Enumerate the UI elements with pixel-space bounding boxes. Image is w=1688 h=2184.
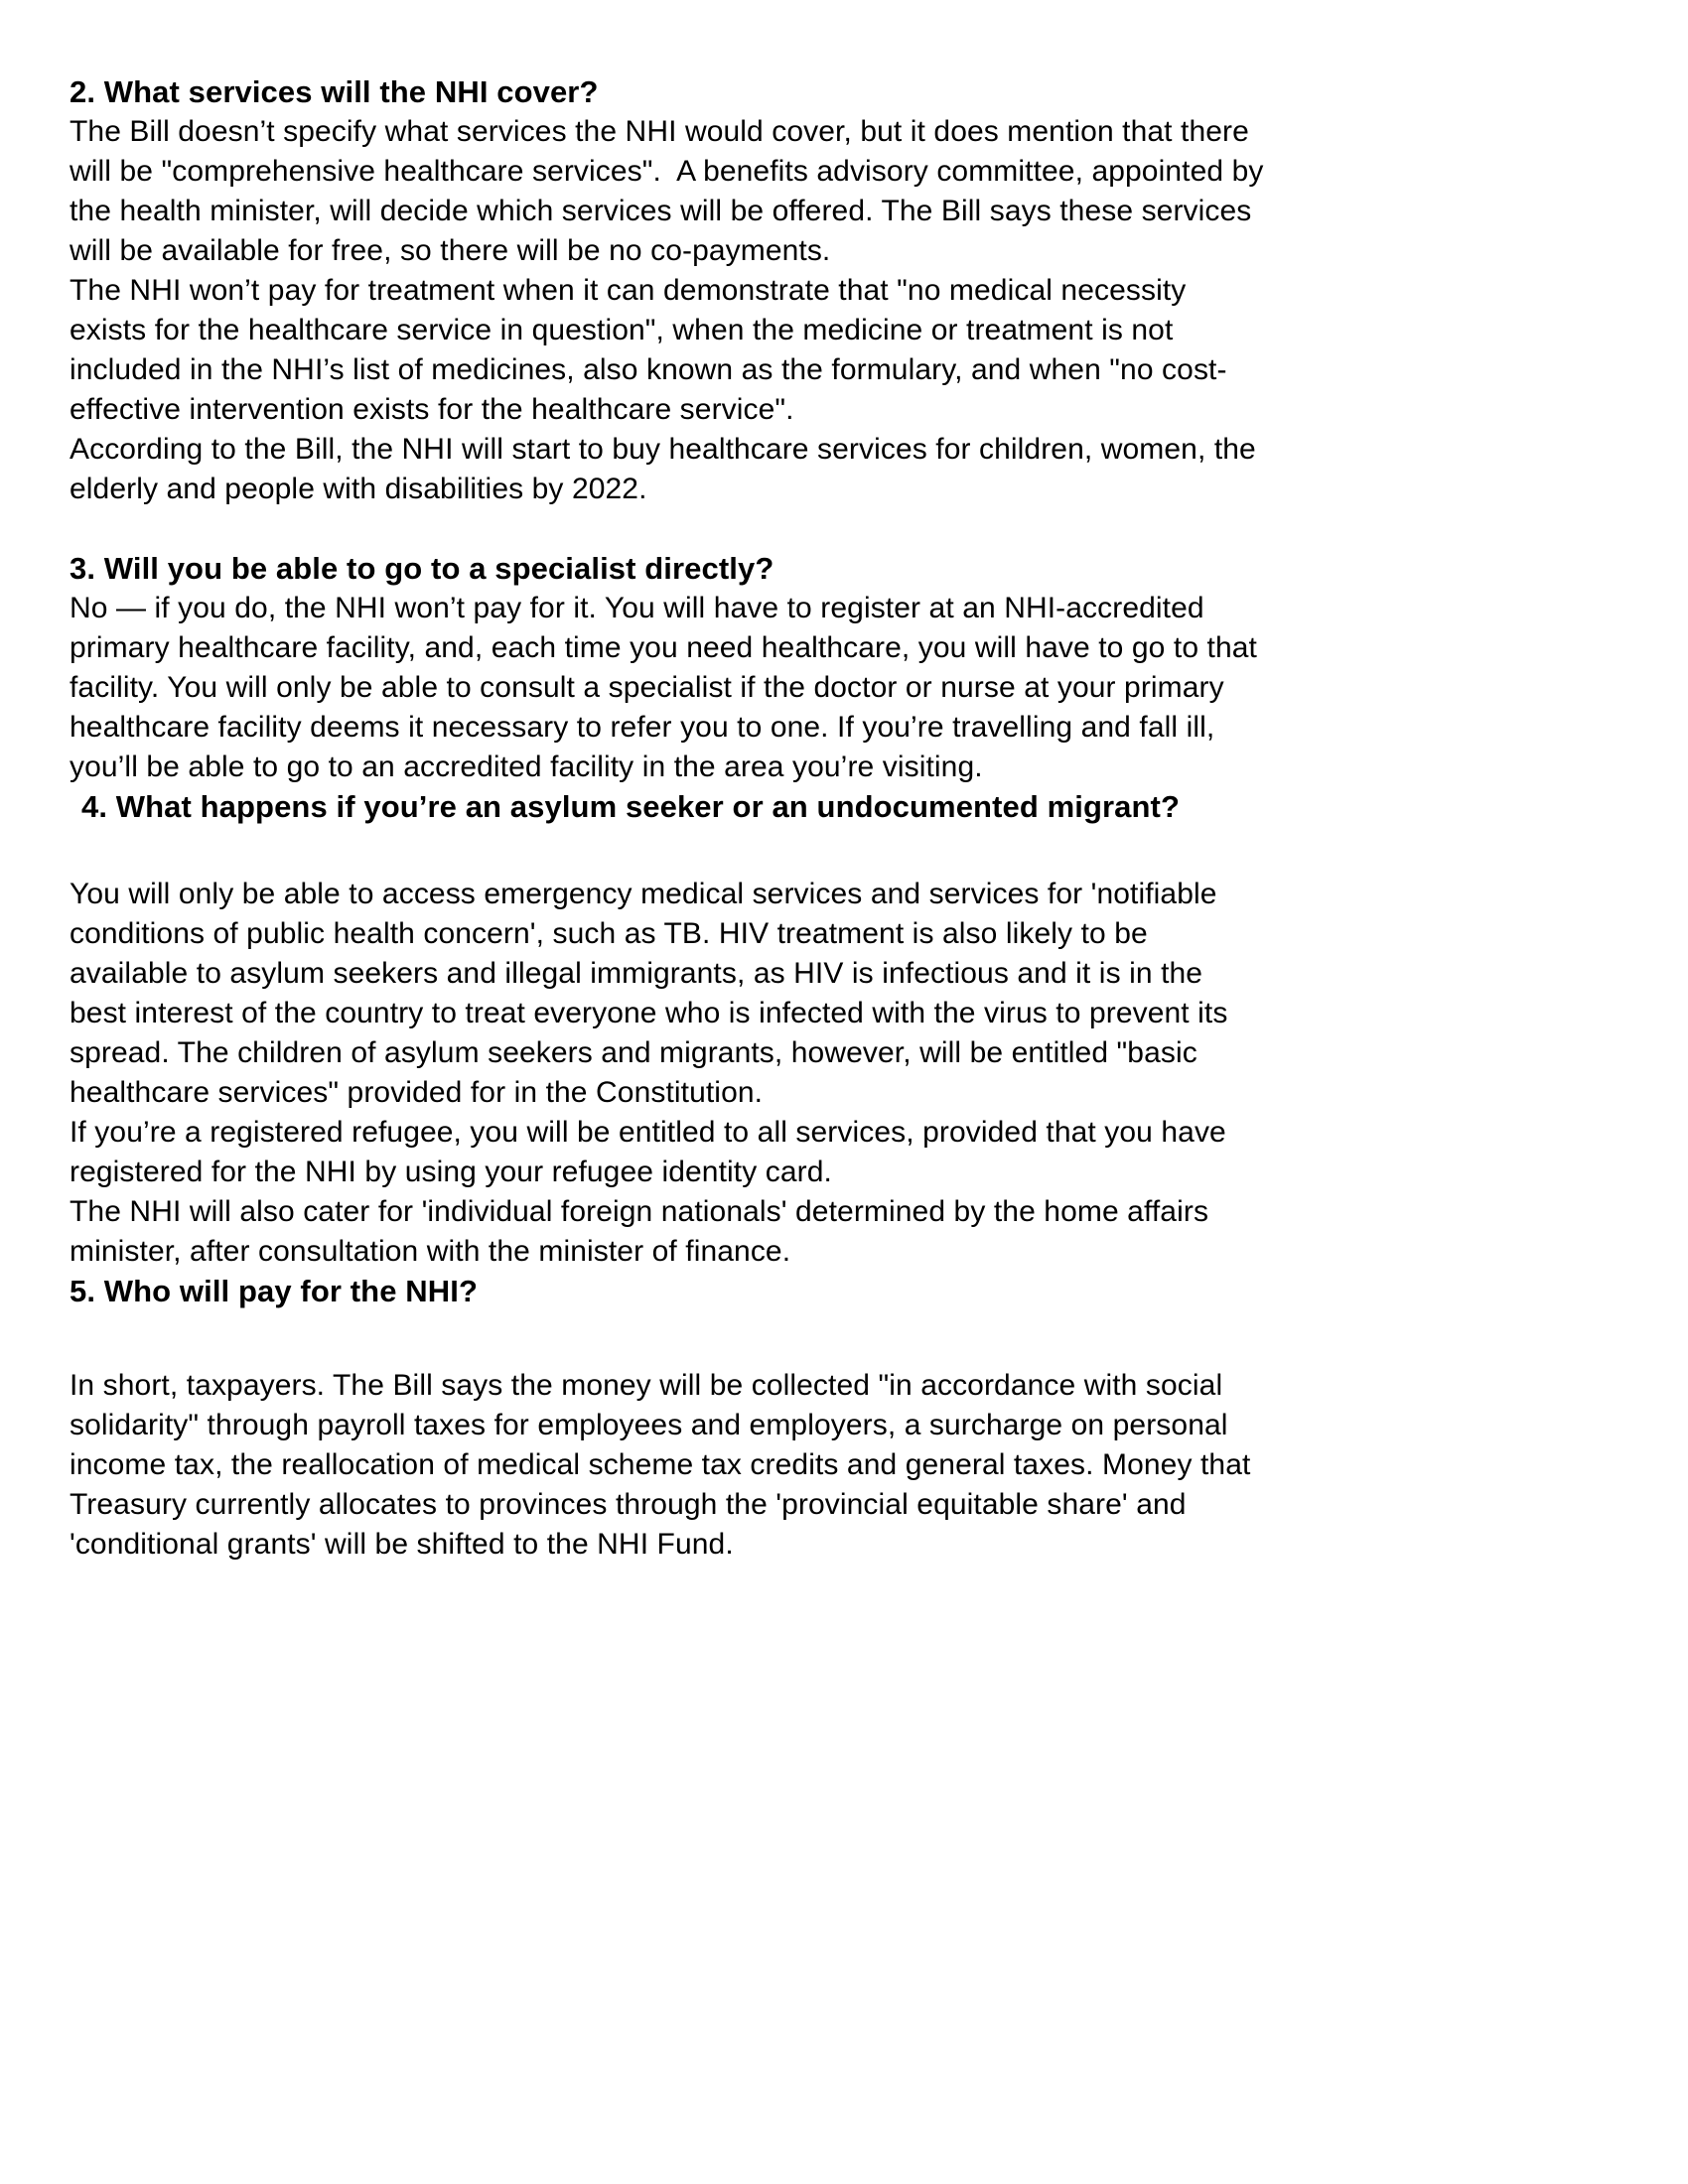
text-line: If you’re a registered refugee, you will be entitled to all services, provided that you have [70,1116,1226,1149]
text-line: elderly and people with disabilities by 2022. [70,473,647,505]
text-line: spread. The children of asylum seekers and migrants, however, will be entitled "basic [70,1036,1197,1069]
text-line: will be available for free, so there will be no co-payments. [70,234,831,267]
section-heading-section-2: 2. What services will the NHI cover? [70,74,599,109]
text-line: conditions of public health concern', such as TB. HIV treatment is also likely to be [70,917,1148,950]
text-line: Treasury currently allocates to provinces through the 'provincial equitable share' and [70,1488,1187,1521]
text-line: available to asylum seekers and illegal immigrants, as HIV is infectious and it is in the [70,957,1203,990]
text-line: According to the Bill, the NHI will start to buy healthcare services for children, women, the [70,433,1256,466]
text-line: you’ll be able to go to an accredited facility in the area you’re visiting. [70,751,983,783]
text-line: will be "comprehensive healthcare services". A benefits advisory committee, appointed by [70,155,1264,188]
text-line: 'conditional grants' will be shifted to the NHI Fund. [70,1528,734,1561]
text-line: primary healthcare facility, and, each time you need healthcare, you will have to go to that [70,631,1257,664]
text-line: minister, after consultation with the minister of finance. [70,1235,791,1268]
text-line: exists for the healthcare service in question", when the medicine or treatment is not [70,314,1174,346]
text-line: You will only be able to access emergency medical services and services for 'notifiable [70,878,1217,910]
text-line: solidarity" through payroll taxes for employees and employers, a surcharge on personal [70,1409,1228,1441]
text-line: included in the NHI’s list of medicines, also known as the formulary, and when "no cost- [70,353,1227,386]
text-line: facility. You will only be able to consult a specialist if the doctor or nurse at your primary [70,671,1224,704]
text-line: effective intervention exists for the healthcare service". [70,393,794,426]
section-heading-section-5: 5. Who will pay for the NHI? [70,1274,478,1308]
text-line: In short, taxpayers. The Bill says the money will be collected "in accordance with social [70,1369,1223,1402]
text-line: the health minister, will decide which services will be offered. The Bill says these services [70,195,1252,227]
document-body [70,72,1321,1565]
text-line: The Bill doesn’t specify what services the NHI would cover, but it does mention that there [70,115,1249,148]
section-heading-section-4: 4. What happens if you’re an asylum seeker or an undocumented migrant? [81,789,1181,824]
text-line: income tax, the reallocation of medical scheme tax credits and general taxes. Money that [70,1448,1251,1481]
text-line: healthcare services" provided for in the Constitution. [70,1076,764,1109]
text-line: The NHI will also cater for 'individual foreign nationals' determined by the home affairs [70,1195,1209,1228]
section-heading-section-3: 3. Will you be able to go to a specialist directly? [70,551,774,586]
text-line: best interest of the country to treat everyone who is infected with the virus to prevent its [70,997,1228,1029]
text-line: healthcare facility deems it necessary to refer you to one. If you’re travelling and fall ill, [70,711,1215,744]
text-line: The NHI won’t pay for treatment when it can demonstrate that "no medical necessity [70,274,1187,307]
text-line: No — if you do, the NHI won’t pay for it. You will have to register at an NHI-accredited [70,592,1204,624]
text-line: registered for the NHI by using your refugee identity card. [70,1156,832,1188]
